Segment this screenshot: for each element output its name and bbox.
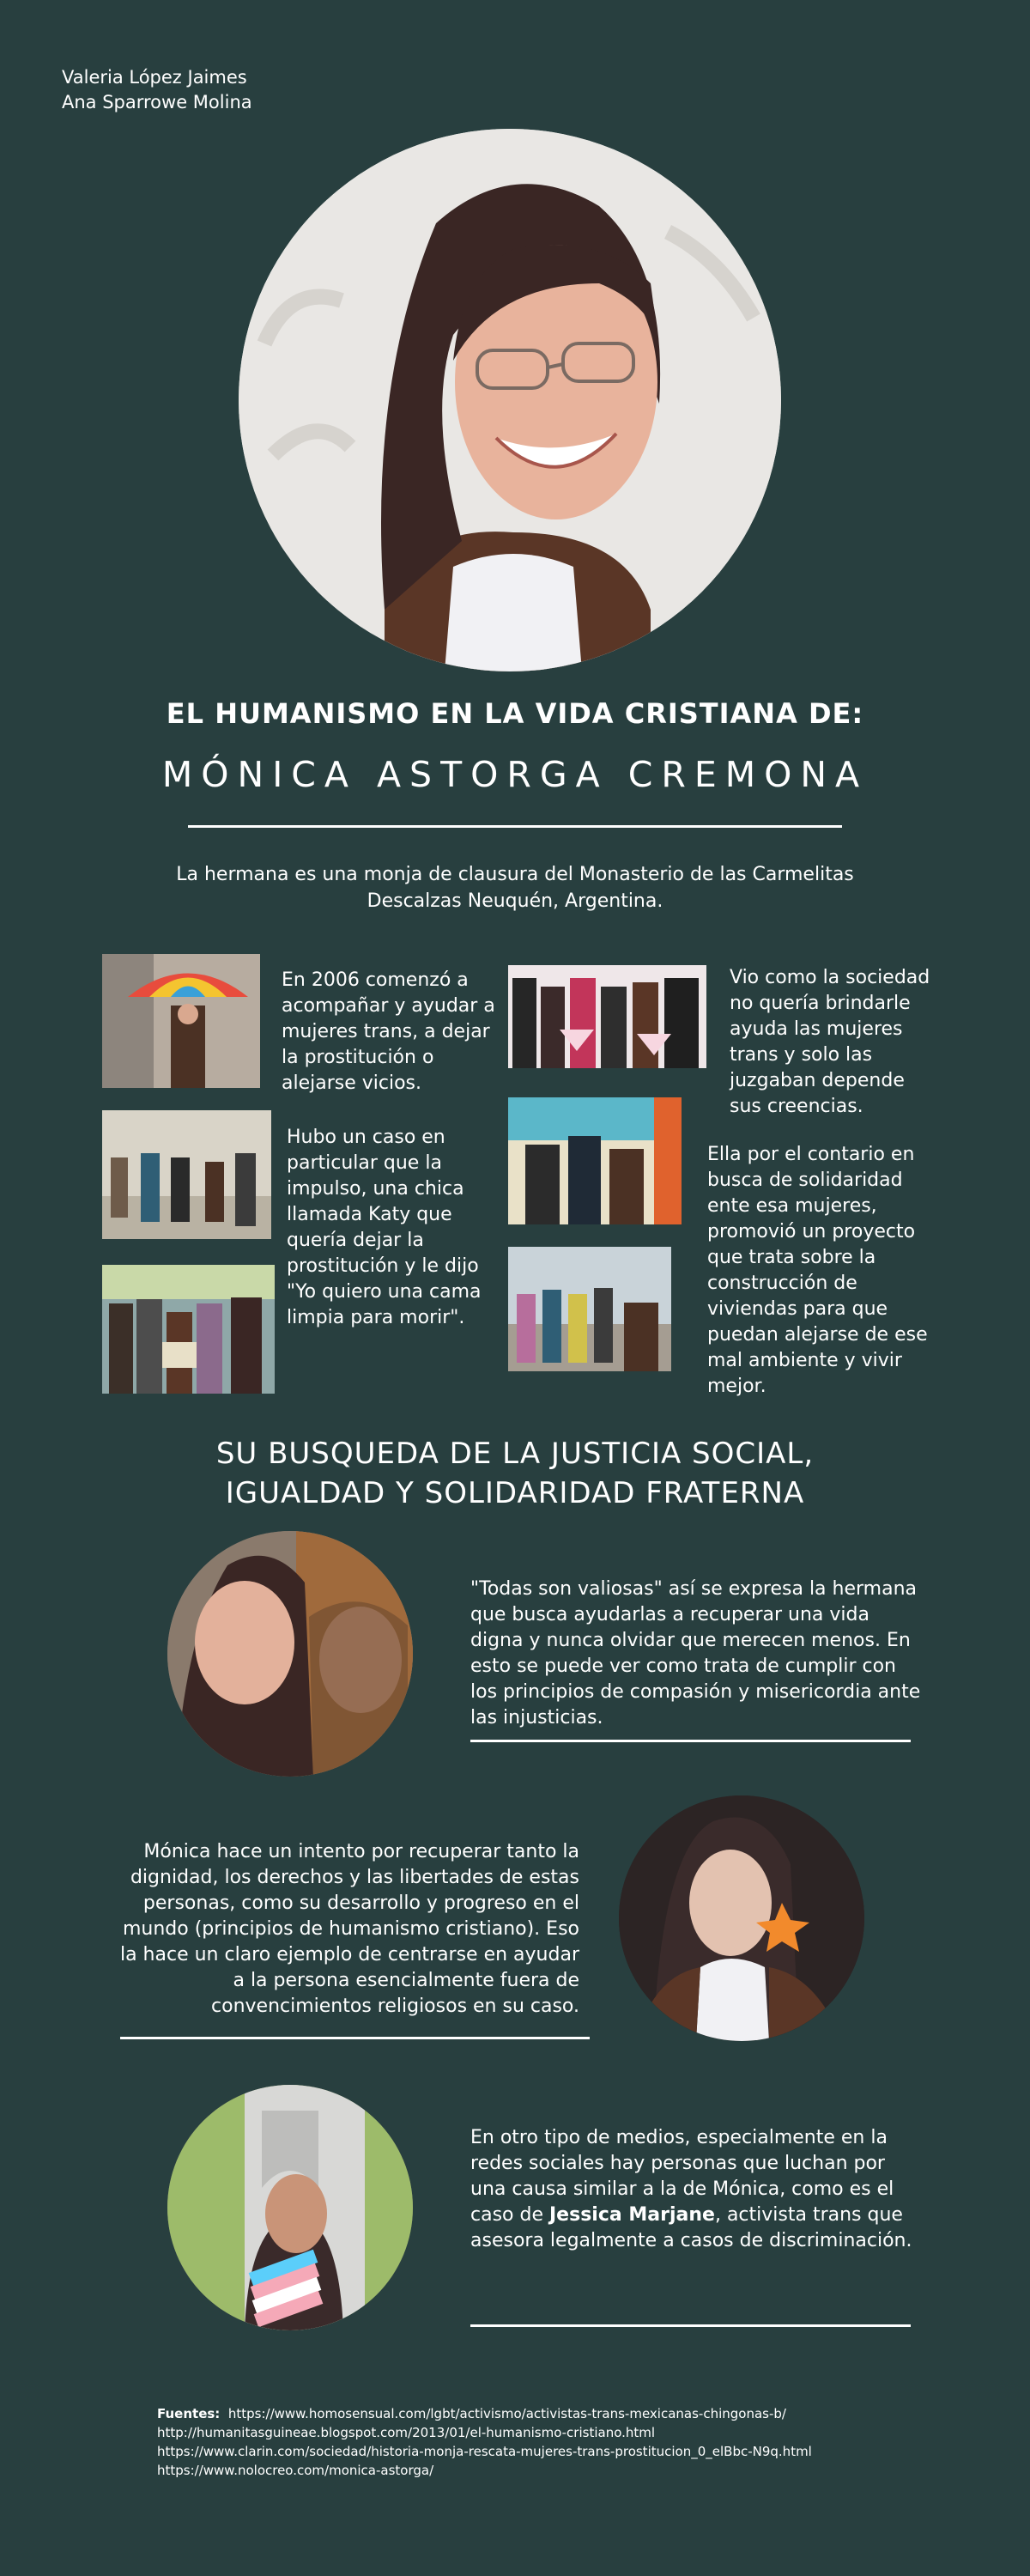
photo-circle-nun — [619, 1795, 864, 2041]
activist-name: Jessica Marjane — [549, 2204, 715, 2226]
humanism-paragraph: Mónica hace un intento por recuperar tanto la dignidad, los derechos y las libertades de estas personas, como su desarrollo y progreso en el mundo (principios de humanismo cristiano). Eso la hace un claro ejemplo de centrarse en ayudar a la persona esencialmente fuera de convencimientos religiosos en su caso. — [119, 1841, 579, 2017]
sources — [157, 2404, 812, 2480]
source-link[interactable]: http://humanitasguineae.blogspot.com/2013/01/el-humanismo-cristiano.html — [157, 2425, 656, 2440]
title-divider — [188, 825, 842, 828]
photo-group-signs — [508, 965, 706, 1068]
source-link[interactable]: https://www.clarin.com/sociedad/historia-monja-rescata-mujeres-trans-prostitucion_0_elBbc-N9q.html — [157, 2444, 812, 2459]
photo-group-street — [508, 1247, 671, 1371]
fact-text: Hubo un caso en particular que la impulso, una chica llamada Katy que quería dejar la prostitución y le dijo "Yo quiero una cama limpia para morir". — [287, 1127, 482, 1328]
block-divider — [470, 1740, 911, 1742]
source-link[interactable]: https://www.nolocreo.com/monica-astorga/ — [157, 2463, 434, 2478]
source-link[interactable]: https://www.homosensual.com/lgbt/activismo/activistas-trans-mexicanas-chingonas-b/ — [227, 2406, 786, 2421]
activist-paragraph — [470, 2125, 917, 2254]
author-name: Valeria López Jaimes — [62, 67, 247, 88]
section-heading — [0, 1434, 1030, 1513]
photo-group-outdoors — [102, 1110, 271, 1239]
activist-text: En otro tipo de medios, especialmente en la redes sociales hay personas que luchan por una causa similar a la de Mónica, como es el caso de — [470, 2127, 894, 2226]
author-name: Ana Sparrowe Molina — [62, 92, 252, 112]
photo-circle-selfie — [167, 1531, 413, 1777]
photo-group-certificate — [102, 1265, 275, 1394]
fact-text: Ella por el contario en busca de solidaridad ente esa mujeres, promovió un proyecto que trata sobre la construcción de viviendas para que puedan alejarse de ese mal ambiente y vivir mejor. — [707, 1144, 928, 1397]
hero-portrait — [239, 129, 781, 671]
photo-circle-activist — [167, 2085, 413, 2330]
section-heading-line: SU BUSQUEDA DE LA JUSTICIA SOCIAL, — [215, 1437, 815, 1471]
block-divider — [120, 2037, 590, 2039]
photo-handshake — [508, 1097, 682, 1224]
page-title: EL HUMANISMO EN LA VIDA CRISTIANA DE: — [166, 697, 864, 730]
quote-paragraph: "Todas son valiosas" así se expresa la hermana que busca ayudarlas a recuperar una vida digna y nunca olvidar que merecen menos. En esto se puede ver como trata de cumplir con los principios de compasión y misericordia ante las injusticias. — [470, 1578, 921, 1728]
activist-text: , activista trans que asesora legalmente a casos de discriminación. — [470, 2204, 912, 2251]
sources-label: Fuentes: — [157, 2406, 221, 2421]
block-divider — [470, 2324, 911, 2327]
subject-name: MÓNICA ASTORGA CREMONA — [161, 754, 869, 795]
photo-umbrella — [102, 954, 260, 1088]
fact-text: En 2006 comenzó a acompañar y ayudar a mujeres trans, a dejar la prostitución o alejarse vicios. — [282, 969, 495, 1094]
section-heading-line: IGUALDAD Y SOLIDARIDAD FRATERNA — [225, 1476, 805, 1510]
fact-text: Vio como la sociedad no quería brindarle ayuda las mujeres trans y solo las juzgaban depende sus creencias. — [730, 967, 930, 1117]
intro-text: La hermana es una monja de clausura del Monasterio de las Carmelitas Descalzas Neuquén, Argentina. — [176, 864, 854, 912]
authors — [62, 65, 252, 115]
